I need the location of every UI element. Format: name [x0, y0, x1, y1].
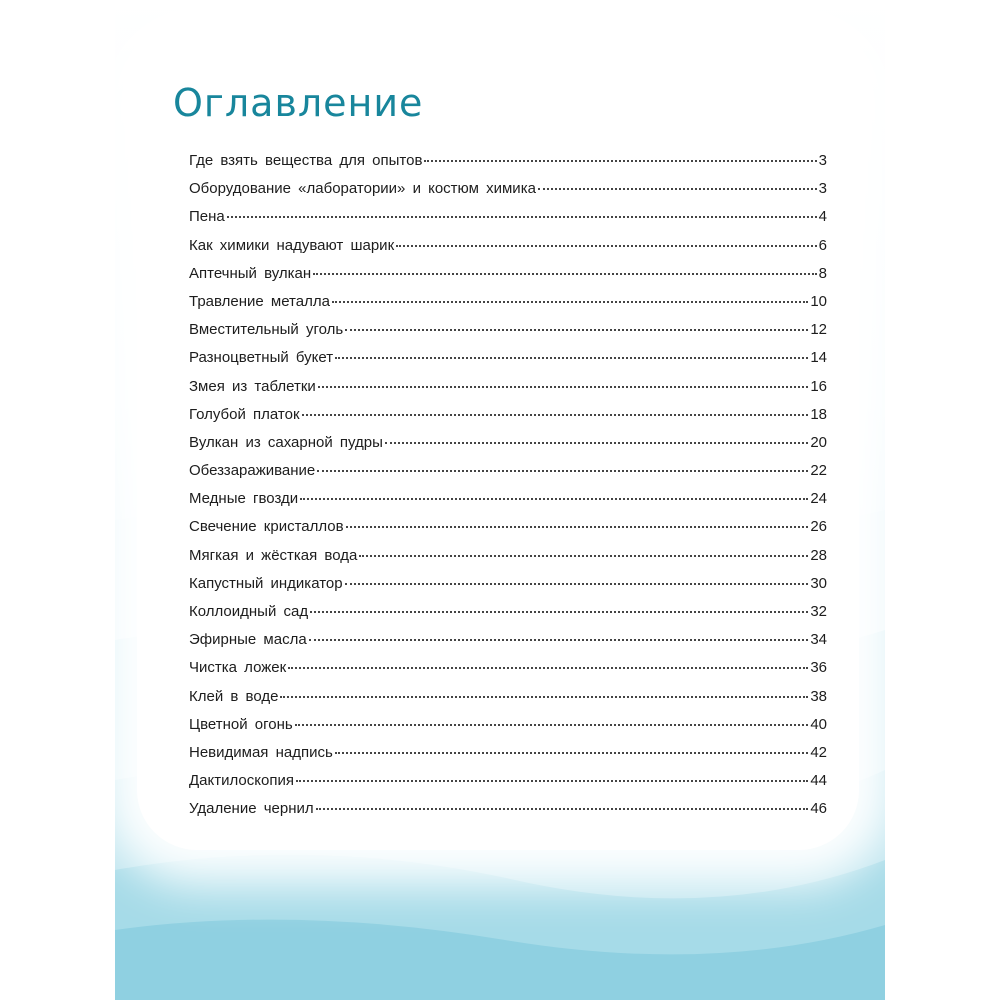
toc-entry-page-number: 8	[818, 264, 827, 282]
toc-entry-page-number: 32	[810, 603, 827, 620]
dot-leader	[345, 583, 809, 585]
toc-entry	[189, 575, 827, 603]
toc-entry	[189, 293, 827, 321]
dot-leader	[335, 357, 808, 359]
toc-entry-title: Вместительный уголь	[189, 321, 344, 339]
dot-leader	[317, 470, 808, 472]
toc-entry-title: Невидимая надпись	[189, 743, 333, 761]
toc-entry	[189, 208, 827, 236]
dot-leader	[318, 386, 809, 388]
dot-leader	[300, 498, 808, 500]
dot-leader	[316, 808, 809, 810]
toc-entry-page-number: 12	[810, 321, 827, 339]
toc-entry	[189, 462, 827, 490]
toc-entry-title: Голубой платок	[189, 405, 300, 423]
toc-entry-title: Удаление чернил	[189, 800, 314, 818]
toc-entry	[189, 659, 827, 687]
toc-entry-title: Дактилоскопия	[189, 772, 294, 790]
toc-entry	[189, 744, 827, 772]
dot-leader	[424, 160, 816, 162]
toc-entry	[189, 547, 827, 575]
toc-entry-page-number: 18	[810, 405, 827, 423]
dot-leader	[280, 696, 808, 698]
dot-leader	[227, 216, 817, 218]
toc-entry-title: Пена	[189, 208, 225, 226]
toc-entry-page-number: 6	[818, 236, 827, 254]
toc-entry-page-number: 28	[810, 546, 827, 564]
dot-leader	[288, 667, 808, 669]
toc-entry-title: Капустный индикатор	[189, 574, 343, 592]
toc-entry	[189, 603, 827, 631]
toc-entry-title: Оборудование «лаборатории» и костюм химика	[189, 180, 536, 198]
toc-entry-page-number: 22	[810, 462, 827, 480]
toc-entry-title: Обеззараживание	[189, 462, 316, 480]
toc-entry-page-number: 30	[810, 574, 827, 592]
toc-entry	[189, 349, 827, 377]
toc-entry-page-number: 36	[810, 659, 827, 677]
toc-entry-title: Клей в воде	[189, 687, 279, 705]
toc-entry-page-number: 16	[810, 377, 827, 395]
dot-leader	[538, 188, 817, 190]
toc-entry-title: Разноцветный букет	[189, 349, 334, 367]
toc-entry-page-number: 38	[810, 687, 827, 705]
toc-entry-title: Как химики надувают шарик	[189, 236, 395, 254]
toc-entry	[189, 631, 827, 659]
toc-entry	[189, 490, 827, 518]
toc-entry-page-number: 34	[810, 631, 827, 649]
toc-entry	[189, 518, 827, 546]
dot-leader	[302, 414, 809, 416]
toc-entry-title: Медные гвозди	[189, 490, 299, 508]
toc-entry	[189, 434, 827, 462]
toc-entry-page-number: 3	[818, 152, 827, 169]
toc-entry-title: Коллоидный сад	[189, 603, 309, 620]
toc-entry-page-number: 14	[810, 349, 827, 367]
toc-entry-title: Свечение кристаллов	[189, 518, 344, 536]
toc-entry	[189, 321, 827, 349]
toc-entry	[189, 237, 827, 265]
toc-entry-title: Цветной огонь	[189, 715, 293, 733]
dot-leader	[385, 442, 808, 444]
toc-entry-page-number: 24	[810, 490, 827, 508]
toc-entry-page-number: 40	[810, 715, 827, 733]
dot-leader	[346, 526, 809, 528]
dot-leader	[359, 555, 808, 557]
toc-entry	[189, 406, 827, 434]
toc-entry-page-number: 10	[810, 292, 827, 310]
toc-entry-title: Аптечный вулкан	[189, 264, 312, 282]
toc-entry-page-number: 42	[810, 743, 827, 761]
toc-entry	[189, 772, 827, 800]
toc-entry-title: Змея из таблетки	[189, 377, 316, 395]
table-of-contents	[189, 152, 827, 829]
dot-leader	[335, 752, 809, 754]
toc-entry-page-number: 20	[810, 433, 827, 451]
dot-leader	[345, 329, 808, 331]
dot-leader	[332, 301, 808, 303]
toc-entry-title: Где взять вещества для опытов	[189, 152, 423, 169]
toc-entry-title: Мягкая и жёсткая вода	[189, 546, 358, 564]
toc-entry	[189, 152, 827, 180]
toc-entry-page-number: 4	[818, 208, 827, 226]
toc-entry-page-number: 3	[818, 180, 827, 198]
page-title: Оглавление	[173, 81, 424, 125]
toc-entry	[189, 800, 827, 828]
dot-leader	[296, 780, 808, 782]
dot-leader	[310, 611, 808, 613]
toc-entry-page-number: 44	[810, 772, 827, 790]
toc-entry-page-number: 46	[810, 800, 827, 818]
dot-leader	[396, 245, 817, 247]
toc-entry-page-number: 26	[810, 518, 827, 536]
toc-entry-title: Эфирные масла	[189, 631, 307, 649]
toc-entry	[189, 180, 827, 208]
toc-entry	[189, 688, 827, 716]
toc-entry	[189, 378, 827, 406]
toc-entry-title: Травление металла	[189, 292, 330, 310]
dot-leader	[309, 639, 809, 641]
toc-entry	[189, 716, 827, 744]
toc-entry	[189, 265, 827, 293]
dot-leader	[295, 724, 809, 726]
dot-leader	[313, 273, 816, 275]
toc-entry-title: Вулкан из сахарной пудры	[189, 433, 383, 451]
toc-entry-title: Чистка ложек	[189, 659, 287, 677]
